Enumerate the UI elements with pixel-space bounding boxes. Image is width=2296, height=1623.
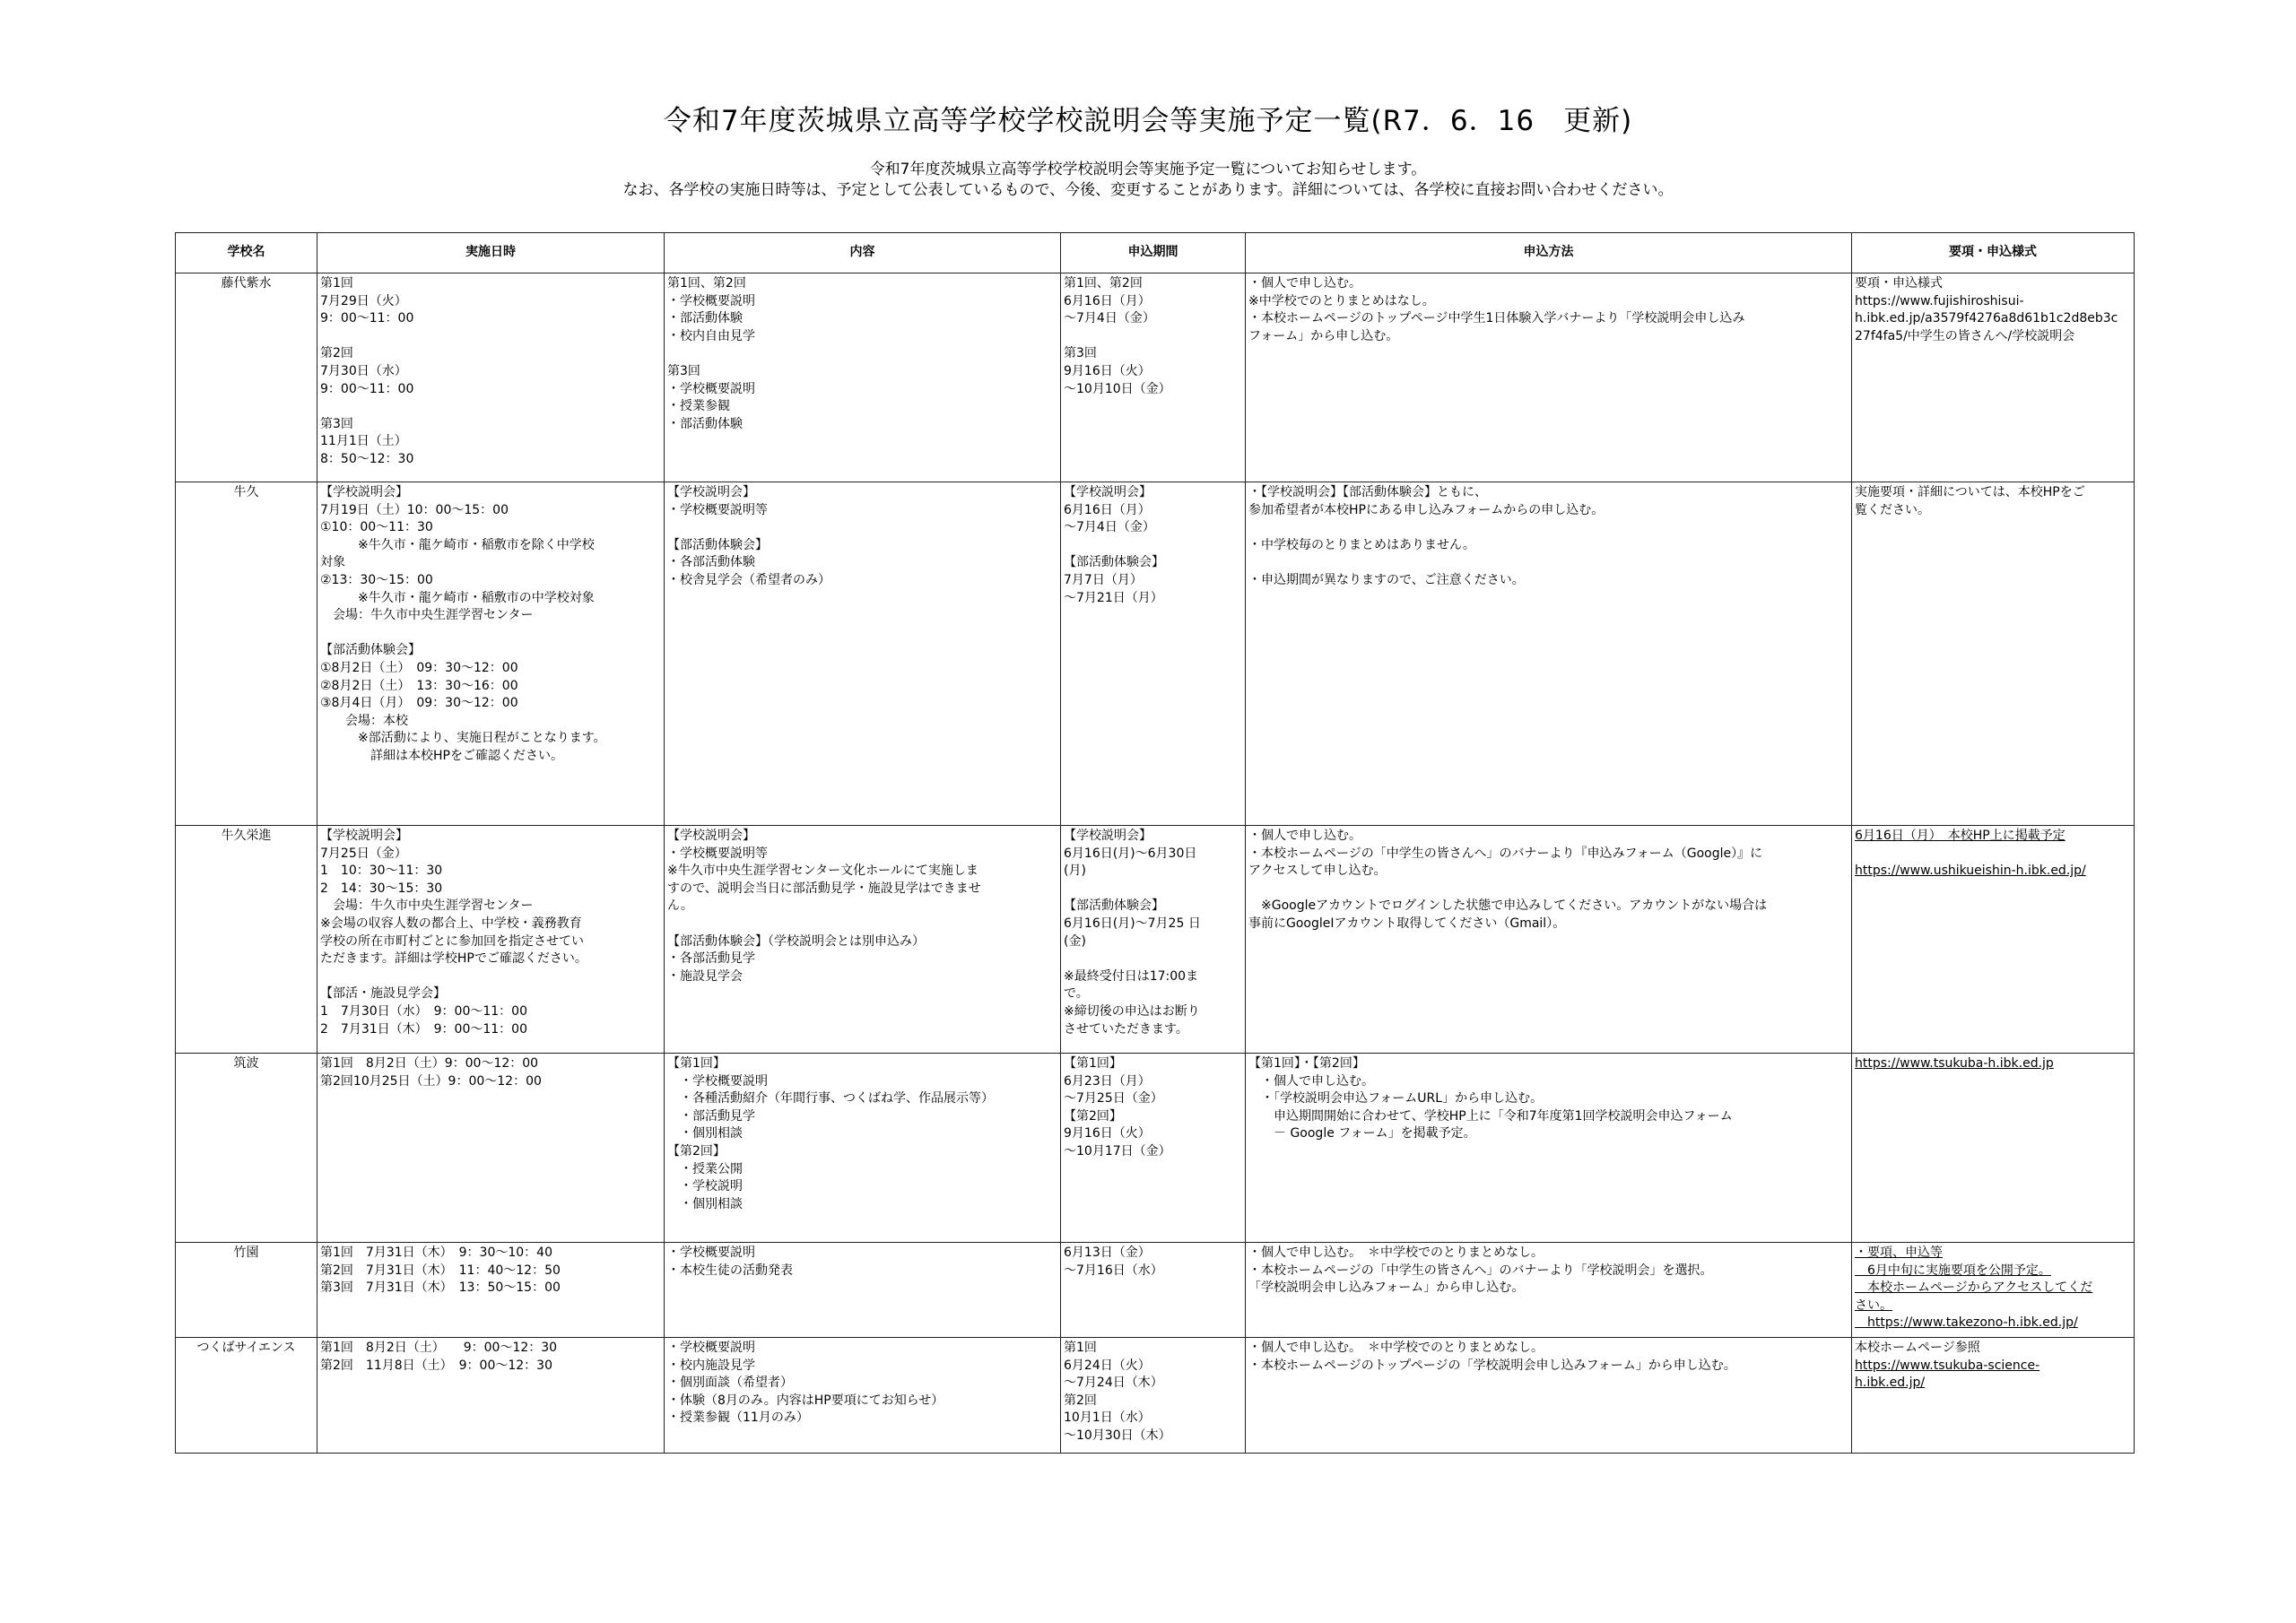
cell-line: 第2回 7月31日（木） 11：40～12：50 — [320, 1263, 561, 1278]
cell-line: 【学校説明会】 — [1064, 829, 1152, 843]
dates-cell — [317, 1338, 665, 1454]
period-cell — [1061, 482, 1246, 826]
cell-line: h.ibk.ed.jp/a3579f4276a8d61b1c2d8eb3c — [1855, 311, 2118, 326]
cell-line: ・個人で申し込む。 — [1248, 276, 1361, 291]
cell-line: ・授業参観（11月のみ） — [667, 1410, 809, 1426]
period-cell — [1061, 826, 1246, 1054]
cell-line: 学校の所在市町村ごとに参加回を指定させてい — [320, 933, 584, 949]
cell-line: ・施設見学会 — [667, 968, 743, 984]
dates-cell — [317, 482, 665, 826]
header-requirements: 要項・申込様式 — [1852, 233, 2135, 273]
cell-line: ～7月24日（木） — [1064, 1376, 1163, 1391]
cell-line: 9：00～11：00 — [320, 381, 414, 396]
cell-line: ・授業公開 — [667, 1161, 743, 1176]
cell-line: ・各部活動見学 — [667, 951, 755, 967]
cell-line: ・学校概要説明等 — [667, 846, 768, 861]
cell-line: ・学校概要説明 — [667, 1073, 768, 1089]
cell-line: 第3回 — [320, 416, 353, 431]
cell-line: ※Googleアカウントでログインした状態で申込みしてください。アカウントがない場合は — [1248, 898, 1768, 914]
cell-line: 第1回、第2回 — [1064, 276, 1143, 291]
cell-line: 第3回 — [667, 363, 700, 378]
cell-line: 【学校説明会】 — [667, 829, 755, 843]
cell-line: ・校内自由見学 — [667, 328, 755, 343]
cell-line: 【第2回】 — [1064, 1108, 1122, 1124]
cell-line: https://www.fujishiroshisui- — [1855, 293, 2024, 308]
cell-line: https://www.tsukuba-h.ibk.ed.jp — [1855, 1056, 2054, 1071]
content-cell — [665, 482, 1061, 826]
cell-line: 6月16日(月)～6月30日 — [1064, 846, 1197, 861]
period-cell — [1061, 273, 1246, 482]
table-header-row — [176, 233, 2135, 273]
requirements-cell — [1852, 826, 2135, 1054]
cell-line: ～7月4日（金） — [1064, 520, 1155, 535]
dates-cell — [317, 1243, 665, 1338]
cell-line: ・要項、申込等 — [1855, 1245, 1943, 1260]
cell-line: フォーム」から申し込む。 — [1248, 328, 1399, 343]
cell-line: ・個人で申し込む。 — [1248, 829, 1361, 843]
cell-line: ※最終受付日は17:00ま — [1064, 968, 1199, 984]
cell-line: すので、説明会当日に部活動見学・施設見学はできませ — [667, 881, 981, 896]
cell-line: 【部活動体験会】（学校説明会とは別申込み） — [667, 933, 925, 949]
cell-line: 【第1回】 — [667, 1056, 726, 1071]
requirements-cell — [1852, 482, 2135, 826]
header-method: 申込方法 — [1246, 233, 1852, 273]
requirements-cell — [1852, 1338, 2135, 1454]
cell-line: ・校内施設見学 — [667, 1358, 755, 1373]
cell-line: 第1回、第2回 — [667, 276, 746, 291]
cell-line: 【第2回】 — [667, 1143, 726, 1159]
cell-line: ・各種活動紹介（年間行事、つくばね学、作品展示等） — [667, 1091, 994, 1107]
cell-line: 7月19日（土）10：00～15：00 — [320, 502, 509, 517]
cell-line: ・部活動見学 — [667, 1108, 755, 1124]
cell-line: ただきます。詳細は学校HPでご確認ください。 — [320, 951, 587, 967]
cell-line: ①10：00～11：30 — [320, 520, 433, 535]
cell-line: さい。 — [1855, 1298, 1892, 1313]
cell-line: 6月23日（月） — [1064, 1073, 1151, 1089]
cell-line: ～10月30日（木） — [1064, 1428, 1171, 1443]
cell-line: 会場：牛久市中央生涯学習センター — [320, 898, 534, 914]
content-cell — [665, 1054, 1061, 1243]
cell-line: ～7月25日（金） — [1064, 1091, 1163, 1107]
cell-line: 【第1回】・【第2回】 — [1248, 1056, 1365, 1071]
school-name-cell: 牛久 — [176, 482, 317, 826]
cell-line: アクセスして申し込む。 — [1248, 864, 1387, 879]
cell-line: ※会場の収容人数の都合上、中学校・義務教育 — [320, 916, 582, 931]
cell-line: 【学校説明会】 — [667, 485, 755, 499]
cell-line: ・本校ホームページのトップページ中学生1日体験入学バナーより「学校説明会申し込み — [1248, 311, 1745, 326]
cell-line: ①8月2日（土） 09：30～12：00 — [320, 660, 518, 675]
cell-line: ・本校ホームページの「中学生の皆さんへ」のバナーより「学校説明会」を選択。 — [1248, 1263, 1713, 1278]
method-cell — [1246, 273, 1852, 482]
cell-line: 第2回 — [1064, 1393, 1097, 1408]
cell-line: 【部活・施設見学会】 — [320, 986, 446, 1002]
table-row — [176, 1338, 2135, 1454]
cell-line: ②13：30～15：00 — [320, 572, 433, 587]
table-row — [176, 1054, 2135, 1243]
cell-line: (金) — [1064, 933, 1086, 949]
header-content: 内容 — [665, 233, 1061, 273]
requirements-cell — [1852, 273, 2135, 482]
header-school: 学校名 — [176, 233, 317, 273]
cell-line: ※牛久市中央生涯学習センター文化ホールにて実施しま — [667, 864, 978, 879]
cell-line: ・中学校毎のとりまとめはありません。 — [1248, 537, 1475, 552]
cell-line: 6月24日（火） — [1064, 1358, 1151, 1373]
intro-line: なお、各学校の実施日時等は、予定として公表しているもので、今後、変更することがあります。詳細については、各学校に直接お問い合わせください。 — [622, 181, 1674, 199]
cell-line: 7月30日（水） — [320, 363, 407, 378]
table-row — [176, 273, 2135, 482]
cell-line: で。 — [1064, 986, 1089, 1002]
cell-line: 11月1日（土） — [320, 434, 407, 449]
cell-line: ・申込期間が異なりますので、ご注意ください。 — [1248, 572, 1525, 587]
cell-line: 本校ホームページ参照 — [1855, 1341, 1980, 1355]
cell-line: ・個別相談 — [667, 1196, 743, 1211]
cell-line: 7月25日（金） — [320, 846, 407, 861]
cell-line: 「学校説明会申し込みフォーム」から申し込む。 — [1248, 1280, 1525, 1296]
cell-line: ・本校ホームページの「中学生の皆さんへ」のバナーより『申込みフォーム（Google）』に — [1248, 846, 1763, 861]
cell-line: ・学校概要説明等 — [667, 502, 768, 517]
cell-line: 2 7月31日（木） 9：00～11：00 — [320, 1021, 527, 1037]
cell-line: ※中学校でのとりまとめはなし。 — [1248, 293, 1435, 308]
cell-line — [320, 398, 661, 416]
content-cell — [665, 273, 1061, 482]
cell-line: 参加希望者が本校HPにある申し込みフォームからの申し込む。 — [1248, 502, 1605, 517]
cell-line: 実施要項・詳細については、本校HPをご — [1855, 485, 2085, 499]
cell-line: 第3回 — [1064, 346, 1097, 361]
cell-line: ～10月10日（金） — [1064, 381, 1171, 396]
school-name-cell: つくばサイエンス — [176, 1338, 317, 1454]
content-cell — [665, 826, 1061, 1054]
cell-line — [1064, 328, 1242, 346]
cell-line — [667, 519, 1057, 537]
cell-line: させていただきます。 — [1064, 1021, 1188, 1037]
cell-line — [1855, 846, 2131, 864]
cell-line: 第1回 — [320, 276, 353, 291]
period-cell — [1061, 1243, 1246, 1338]
cell-line: ～7月16日（水） — [1064, 1263, 1163, 1278]
cell-line: ②8月2日（土） 13：30～16：00 — [320, 678, 518, 693]
requirements-cell — [1852, 1243, 2135, 1338]
cell-line — [1064, 950, 1242, 968]
cell-line: 会場：牛久市中央生涯学習センター — [320, 608, 534, 623]
dates-cell — [317, 273, 665, 482]
cell-line: ※締切後の申込はお断り — [1064, 1003, 1200, 1019]
cell-line: 【部活動体験会】 — [1064, 555, 1164, 570]
cell-line: ・体験（8月のみ。内容はHP要項にてお知らせ） — [667, 1393, 944, 1408]
table-body — [176, 273, 2135, 1454]
header-dates: 実施日時 — [317, 233, 665, 273]
cell-line: 詳細は本校HPをご確認ください。 — [320, 748, 563, 763]
cell-line: 対象 — [320, 555, 345, 570]
cell-line — [320, 625, 661, 643]
cell-line: 第2回 11月8日（土） 9：00～12：30 — [320, 1358, 552, 1373]
cell-line: 8：50～12：30 — [320, 451, 414, 466]
cell-line: ・各部活動体験 — [667, 555, 755, 570]
school-name-cell: 藤代紫水 — [176, 273, 317, 482]
cell-line — [320, 328, 661, 346]
cell-line: 7月29日（火） — [320, 293, 407, 308]
school-name-cell: 竹園 — [176, 1243, 317, 1338]
cell-line: 【学校説明会】 — [320, 485, 408, 499]
cell-line: ・本校生徒の活動発表 — [667, 1263, 793, 1278]
cell-line: 9月16日（火） — [1064, 363, 1151, 378]
table-row — [176, 482, 2135, 826]
cell-line: 7月7日（月） — [1064, 572, 1143, 587]
requirements-cell — [1852, 1054, 2135, 1243]
table-row — [176, 826, 2135, 1054]
cell-line: ～10月17日（金） — [1064, 1143, 1171, 1159]
method-cell — [1246, 1243, 1852, 1338]
cell-line — [1248, 554, 1848, 572]
cell-line: ・校舎見学会（希望者のみ） — [667, 572, 831, 587]
cell-line: 6月16日（月） — [1064, 293, 1151, 308]
cell-line: https://www.takezono-h.ibk.ed.jp/ — [1855, 1315, 2078, 1331]
cell-line: 【部活動体験会】 — [667, 537, 768, 552]
cell-line: 覧ください。 — [1855, 502, 1930, 517]
school-name-cell: 牛久栄進 — [176, 826, 317, 1054]
cell-line: ・本校ホームページのトップページの「学校説明会申し込みフォーム」から申し込む。 — [1248, 1358, 1736, 1373]
cell-line: ん。 — [667, 898, 693, 914]
cell-line: 6月16日(月)～7月25 日 — [1064, 916, 1201, 931]
school-name-cell: 筑波 — [176, 1054, 317, 1243]
cell-line: ・学校概要説明 — [667, 381, 755, 396]
cell-line: 6月16日（月） — [1064, 502, 1151, 517]
cell-line: ・学校概要説明 — [667, 293, 755, 308]
cell-line: 10月1日（水） — [1064, 1410, 1151, 1426]
cell-line: 【学校説明会】 — [1064, 485, 1152, 499]
content-cell — [665, 1338, 1061, 1454]
cell-line: ・学校説明 — [667, 1179, 743, 1194]
cell-line: 6月13日（金） — [1064, 1245, 1151, 1260]
table-row — [176, 1243, 2135, 1338]
cell-line: ※牛久市・龍ケ崎市・稲敷市の中学校対象 — [320, 590, 595, 605]
cell-line: (月) — [1064, 864, 1086, 879]
cell-line: h.ibk.ed.jp/ — [1855, 1376, 1926, 1391]
intro-text — [0, 160, 2296, 201]
cell-line — [667, 916, 1057, 933]
cell-line: 第2回 — [320, 346, 353, 361]
cell-line: ・【学校説明会】【部活動体験会】ともに、 — [1248, 485, 1487, 499]
cell-line: ・個人で申し込む。 — [1248, 1073, 1374, 1089]
cell-line: ・個別面談（希望者） — [667, 1376, 793, 1391]
cell-line: 本校ホームページからアクセスしてくだ — [1855, 1280, 2093, 1296]
cell-line: ・個人で申し込む。 ＊中学校でのとりまとめなし。 — [1248, 1341, 1544, 1355]
cell-line — [1248, 881, 1848, 898]
cell-line — [320, 968, 661, 986]
content-cell — [665, 1243, 1061, 1338]
cell-line: 【部活動体験会】 — [320, 643, 421, 658]
cell-line: 【第1回】 — [1064, 1056, 1122, 1071]
cell-line: 【学校説明会】 — [320, 829, 408, 843]
intro-line: 令和7年度茨城県立高等学校学校説明会等実施予定一覧についてお知らせします。 — [869, 161, 1427, 178]
cell-line: 事前にGoogleIアカウント取得してください（Gmail）。 — [1248, 916, 1566, 931]
header-period: 申込期間 — [1061, 233, 1246, 273]
cell-line: 第1回 — [1064, 1341, 1097, 1355]
cell-line: 1 7月30日（水） 9：00～11：00 — [320, 1003, 527, 1019]
page-title: 令和7年度茨城県立高等学校学校説明会等実施予定一覧(R7．6．16 更新) — [663, 105, 1633, 137]
cell-line: 9：00～11：00 — [320, 311, 414, 326]
cell-line: ・授業参観 — [667, 399, 730, 414]
cell-line: ・部活動体験 — [667, 416, 743, 431]
dates-cell — [317, 1054, 665, 1243]
cell-line: 6月中旬に実施要項を公開予定。 — [1855, 1263, 2051, 1278]
cell-line: 申込期間開始に合わせて、学校HP上に「令和7年度第1回学校説明会申込フォーム — [1248, 1108, 1733, 1124]
cell-line: https://www.ushikueishin-h.ibk.ed.jp/ — [1855, 864, 2086, 879]
method-cell — [1246, 826, 1852, 1054]
cell-line: － Google フォーム」を掲載予定。 — [1248, 1126, 1476, 1141]
period-cell — [1061, 1054, 1246, 1243]
cell-line: ・学校概要説明 — [667, 1341, 755, 1355]
cell-line: 9月16日（火） — [1064, 1126, 1151, 1141]
cell-line: ・部活動体験 — [667, 311, 743, 326]
cell-line: https://www.tsukuba-science- — [1855, 1358, 2040, 1373]
cell-line: ※部活動により、実施日程がことなります。 — [320, 731, 606, 746]
method-cell — [1246, 482, 1852, 826]
cell-line: ③8月4日（月） 09：30～12：00 — [320, 696, 518, 711]
cell-line: 第1回 8月2日（土） 9：00～12：30 — [320, 1341, 558, 1355]
cell-line: 1 10：30～11：30 — [320, 864, 443, 879]
cell-line: 第1回 7月31日（木） 9：30～10：40 — [320, 1245, 552, 1260]
method-cell — [1246, 1338, 1852, 1454]
cell-line: 第1回 8月2日（土）9：00～12：00 — [320, 1056, 539, 1071]
cell-line: 6月16日（月） 本校HP上に掲載予定 — [1855, 829, 2066, 843]
schedule-table — [175, 232, 2135, 1454]
cell-line: ※牛久市・龍ケ崎市・稲敷市を除く中学校 — [320, 537, 595, 552]
cell-line: 要項・申込様式 — [1855, 276, 1943, 291]
cell-line: ～7月21日（月） — [1064, 590, 1163, 605]
period-cell — [1061, 1338, 1246, 1454]
cell-line — [1064, 881, 1242, 898]
cell-line — [1248, 519, 1848, 537]
cell-line: 27f4fa5/中学生の皆さんへ/学校説明会 — [1855, 328, 2075, 343]
cell-line: ・個人で申し込む。 ＊中学校でのとりまとめなし。 — [1248, 1245, 1544, 1260]
cell-line: ・個別相談 — [667, 1126, 743, 1141]
cell-line: ・「学校説明会申込フォームURL」から申し込む。 — [1248, 1091, 1544, 1107]
cell-line: 2 14：30～15：30 — [320, 881, 443, 896]
cell-line: 会場：本校 — [320, 713, 408, 728]
cell-line: ～7月4日（金） — [1064, 311, 1155, 326]
dates-cell — [317, 826, 665, 1054]
cell-line: ・学校概要説明 — [667, 1245, 755, 1260]
cell-line: 第2回10月25日（土）9：00～12：00 — [320, 1073, 542, 1089]
cell-line — [667, 345, 1057, 363]
cell-line: 第3回 7月31日（木） 13：50～15：00 — [320, 1280, 561, 1296]
method-cell — [1246, 1054, 1852, 1243]
cell-line — [1064, 537, 1242, 555]
cell-line: 【部活動体験会】 — [1064, 898, 1164, 914]
